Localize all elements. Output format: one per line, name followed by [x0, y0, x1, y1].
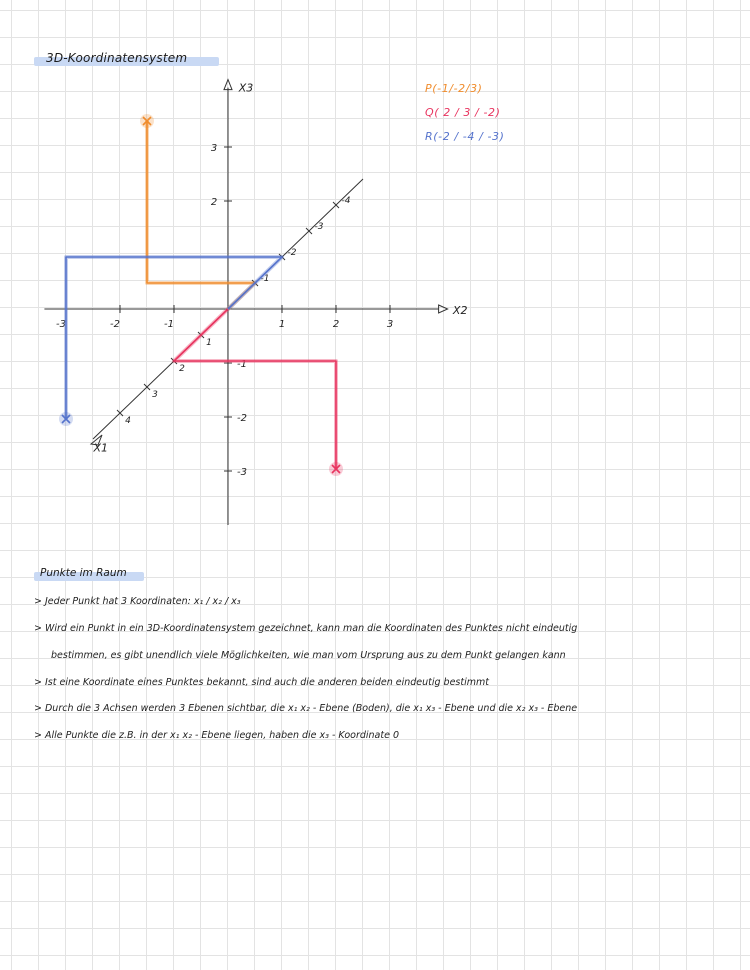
section-title: Punkte im Raum — [40, 567, 127, 579]
x3-axis-label: X3 — [238, 81, 254, 95]
x2-tick-label: -1 — [164, 319, 174, 330]
x1-tick-label: -4 — [341, 196, 351, 206]
x1-tick-label: -2 — [287, 248, 297, 258]
note-ambiguity: > Wird ein Punkt in ein 3D-Koordinatensystem gezeichnet, kann man die Koordinaten des Punktes nicht eindeutig — [34, 623, 578, 634]
x2-tick-label: 1 — [278, 319, 286, 330]
x1-tick-label: 4 — [125, 416, 131, 426]
x3-tick-label: -1 — [237, 359, 247, 370]
x2-tick-label: 3 — [386, 319, 394, 330]
page-title: 3D-Koordinatensystem — [46, 51, 188, 65]
point-label-q: Q( 2 / 3 / -2) — [425, 106, 501, 119]
x1-tick-label: -3 — [314, 222, 324, 232]
note-known-coordinate: > Ist eine Koordinate eines Punktes bekannt, sind auch die anderen beiden eindeutig bestimmt — [34, 677, 489, 688]
note-x1x2-plane: > Alle Punkte die z.B. in der x₁ x₂ - Ebene liegen, haben die x₃ - Koordinate 0 — [34, 730, 399, 741]
note-planes: > Durch die 3 Achsen werden 3 Ebenen sichtbar, die x₁ x₂ - Ebene (Boden), die x₁ x₃ - Ebene und die x₂ x₃ - Ebene — [34, 703, 578, 714]
note-ambiguity-cont: bestimmen, es gibt unendlich viele Möglichkeiten, wie man vom Ursprung aus zu dem Punkt gelangen kann — [51, 650, 566, 661]
x3-tick-label: -3 — [237, 467, 247, 478]
x2-tick-label: -3 — [56, 319, 66, 330]
x1-tick-label: 3 — [152, 390, 158, 400]
x2-tick-label: -2 — [110, 319, 120, 330]
x2-tick-label: 2 — [332, 319, 340, 330]
x3-tick-label: 3 — [210, 143, 218, 154]
x1-axis-label: X1 — [93, 441, 109, 455]
point-label-p: P(-1/-2/3) — [425, 82, 483, 95]
x1-tick-label: -1 — [260, 274, 270, 284]
note-coordinates: > Jeder Punkt hat 3 Koordinaten: x₁ / x₂ / x₃ — [34, 596, 241, 607]
x1-tick-label: 1 — [206, 338, 212, 348]
point-p-path-glow — [147, 121, 255, 309]
x1-tick-label: 2 — [179, 364, 185, 374]
point-p-path — [147, 121, 255, 309]
point-label-r: R(-2 / -4 / -3) — [425, 130, 505, 143]
x2-arrow-icon — [439, 305, 448, 313]
x2-axis-label: X2 — [452, 304, 468, 317]
x3-tick-label: 2 — [210, 197, 218, 208]
x3-tick-label: -2 — [237, 413, 247, 424]
